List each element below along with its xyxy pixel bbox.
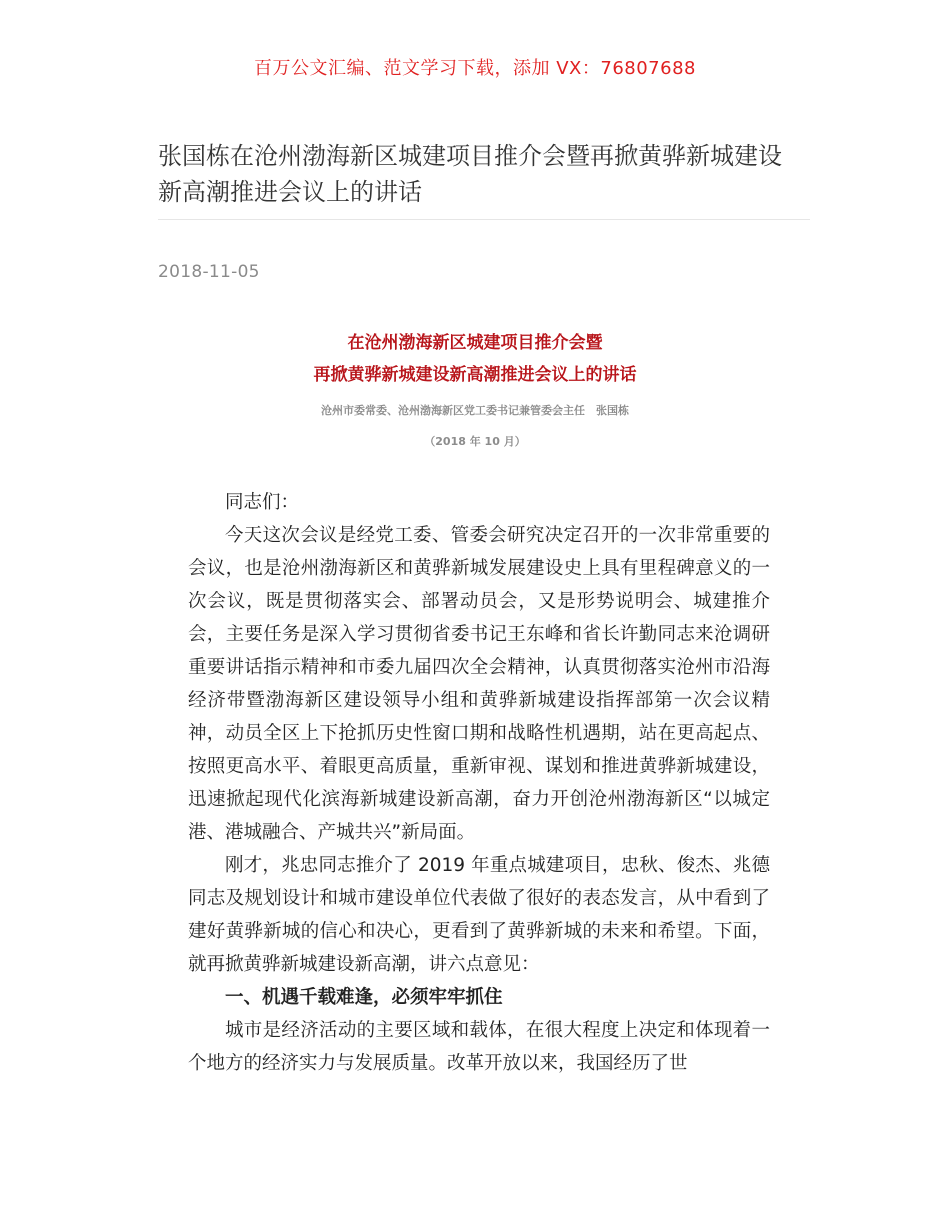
body-paragraph: 今天这次会议是经党工委、管委会研究决定召开的一次非常重要的会议，也是沧州渤海新区和黄骅新城发展建设史上具有里程碑意义的一次会议，既是贯彻落实会、部署动员会，又是形势说明会、城建推介会，主要任务是深入学习贯彻省委书记王东峰和省长许勤同志来沧调研重要讲话指示精神和市委九届四次全会精神，认真贯彻落实沧州市沿海经济带暨渤海新区建设领导小组和黄骅新城建设指挥部第一次会议精神，动员全区上下抢抓历史性窗口期和战略性机遇期，站在更高起点、按照更高水平、着眼更高质量，重新审视、谋划和推进黄骅新城建设，迅速掀起现代化滨海新城建设新高潮，奋力开创沧州渤海新区“以城定港、港城融合、产城共兴”新局面。 [188, 525, 770, 843]
body-paragraph: 城市是经济活动的主要区域和载体，在很大程度上决定和体现着一个地方的经济实力与发展质量。改革开放以来，我国经历了世 [188, 1020, 770, 1074]
body-paragraph: 刚才，兆忠同志推介了 2019 年重点城建项目，忠秋、俊杰、兆德同志及规划设计和城市建设单位代表做了很好的表态发言，从中看到了建好黄骅新城的信心和决心，更看到了黄骅新城的未来和希望。下面，就再掀黄骅新城建设新高潮，讲六点意见： [188, 855, 770, 975]
speech-heading [0, 327, 950, 391]
speaker-byline: 沧州市委常委、沧州渤海新区党工委书记兼管委会主任 张国栋 [321, 404, 629, 417]
salutation: 同志们： [225, 492, 300, 513]
article-title: 张国栋在沧州渤海新区城建项目推介会暨再掀黄骅新城建设新高潮推进会议上的讲话 [158, 142, 782, 206]
promo-banner: 百万公文汇编、范文学习下载，添加 VX：76807688 [254, 58, 696, 79]
speech-body [188, 486, 770, 1080]
speech-heading-line-1: 在沧州渤海新区城建项目推介会暨 [347, 333, 603, 353]
speech-date: （2018 年 10 月） [424, 435, 526, 448]
speech-heading-line-2: 再掀黄骅新城建设新高潮推进会议上的讲话 [313, 365, 637, 385]
title-divider [158, 219, 810, 220]
section-heading: 一、机遇千载难逢，必须牢牢抓住 [225, 987, 503, 1008]
article-date: 2018-11-05 [158, 262, 260, 282]
